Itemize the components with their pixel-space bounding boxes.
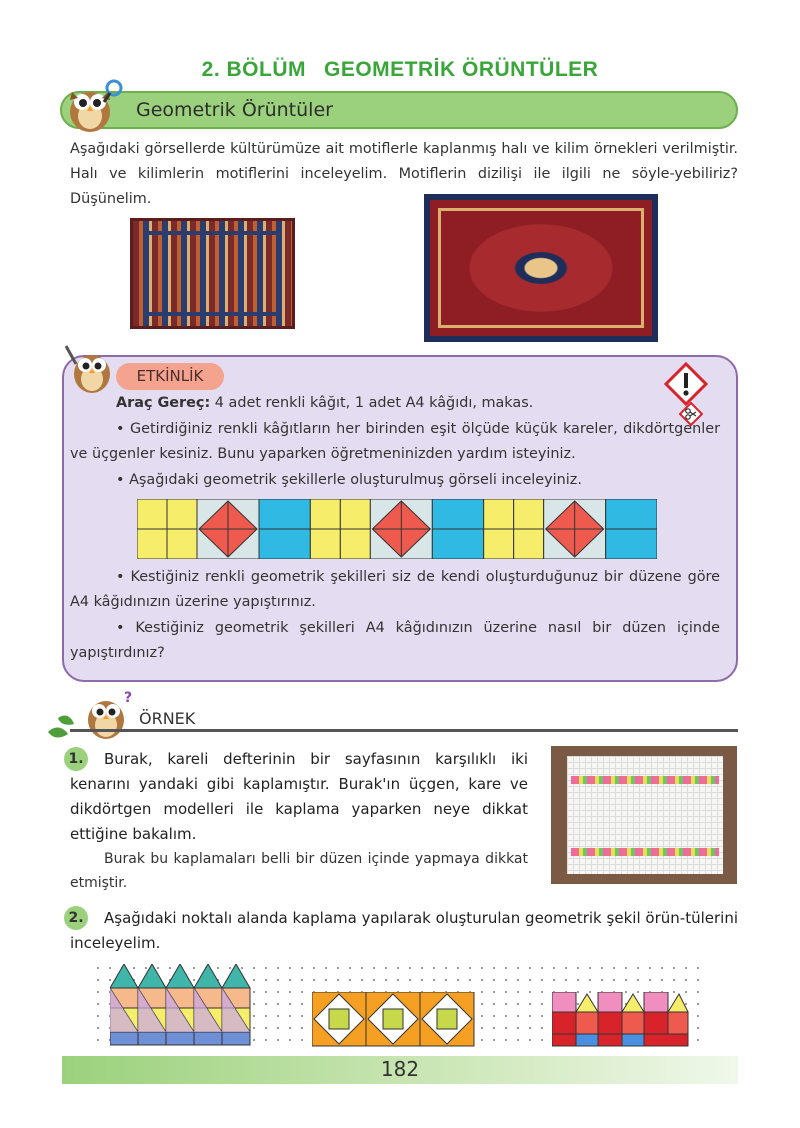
intro-paragraph: Aşağıdaki görsellerde kültürümüze ait motiflerle kaplanmış halı ve kilim örnekleri verilmiştir. Halı ve kilimlerin motiflerini inceleyelim. Motiflerin dizilişi ile ilgili ne söyle-yebiliriz? Düşünelim. <box>70 141 738 207</box>
pattern-castle <box>552 992 690 1048</box>
yellow-square <box>484 529 514 559</box>
activity-bullet-4: • Kestiğiniz geometrik şekilleri A4 kâğıdınızın üzerine nasıl bir düzen içinde yapıştırdınız? <box>70 620 720 661</box>
yellow-square <box>484 499 514 529</box>
warning-icon <box>664 362 708 406</box>
notebook-page <box>567 756 723 874</box>
materials-text: 4 adet renkli kâğıt, 1 adet A4 kâğıdı, makas. <box>210 395 534 411</box>
yellow-square <box>340 499 370 529</box>
kilim-image <box>130 218 295 329</box>
blue-rectangle <box>606 499 657 529</box>
pattern-diamonds <box>312 992 476 1048</box>
owl-pointer-icon <box>60 342 120 396</box>
example-1-note: Burak bu kaplamaları belli bir düzen içinde yapmaya dikkat etmiştir. <box>70 851 528 891</box>
blue-rectangle <box>259 499 310 529</box>
yellow-square <box>167 499 197 529</box>
owl-magnifier-icon <box>62 76 124 134</box>
carpet-image <box>424 194 658 342</box>
chapter-name: GEOMETRİK ÖRÜNTÜLER <box>324 58 599 81</box>
yellow-square <box>167 529 197 559</box>
notebook-top-strip <box>571 776 719 784</box>
notebook-bottom-strip <box>571 848 719 856</box>
example-divider <box>70 729 738 732</box>
example-title: ÖRNEK <box>139 709 196 728</box>
activity-materials <box>116 391 533 416</box>
example-2-number: 2. <box>64 906 88 930</box>
blue-rectangle <box>432 529 483 559</box>
section-title: Geometrik Örüntüler <box>136 99 333 121</box>
page-number: 182 <box>380 1057 420 1081</box>
owl-leaf-icon <box>44 688 136 742</box>
blue-rectangle <box>259 529 310 559</box>
yellow-square <box>137 529 167 559</box>
yellow-square <box>137 499 167 529</box>
pattern-houses <box>110 964 252 1046</box>
activity-bullet-3: • Kestiğiniz renkli geometrik şekilleri siz de kendi oluşturduğunuz bir düzene göre A4 kâğıdınızın üzerine yapıştırınız. <box>70 569 720 610</box>
yellow-square <box>340 529 370 559</box>
activity-badge: ETKİNLİK <box>116 363 224 390</box>
activity-bullet-1: • Getirdiğiniz renkli kâğıtların her birinden eşit ölçüde küçük kareler, dikdörtgenler ve üçgenler kesiniz. Bunu yaparken öğretmeninizden yardım isteyiniz. <box>70 421 720 462</box>
blue-rectangle <box>432 499 483 529</box>
blue-rectangle <box>606 529 657 559</box>
notebook-photo <box>551 746 737 884</box>
yellow-square <box>514 499 544 529</box>
example-1-number: 1. <box>64 747 88 771</box>
chapter-number: 2. BÖLÜM <box>201 58 306 81</box>
yellow-square <box>514 529 544 559</box>
yellow-square <box>310 499 340 529</box>
svg-text:?: ? <box>124 690 133 706</box>
activity-bullet-2: • Aşağıdaki geometrik şekillerle oluşturulmuş görseli inceleyiniz. <box>116 472 582 488</box>
materials-label: Araç Gereç: <box>116 395 211 411</box>
geometric-pattern-strip <box>137 499 657 559</box>
example-2-text: Aşağıdaki noktalı alanda kaplama yapılarak oluşturulan geometrik şekil örün-tülerini inceleyelim. <box>70 909 738 952</box>
example-1-text: Burak, kareli defterinin bir sayfasının karşılıklı iki kenarını yandaki gibi kaplamıştır. Burak'ın üçgen, kare ve dikdörtgen modelleri ile kaplama yaparken neye dikkat ettiğine bakalım. <box>70 750 528 843</box>
yellow-square <box>310 529 340 559</box>
